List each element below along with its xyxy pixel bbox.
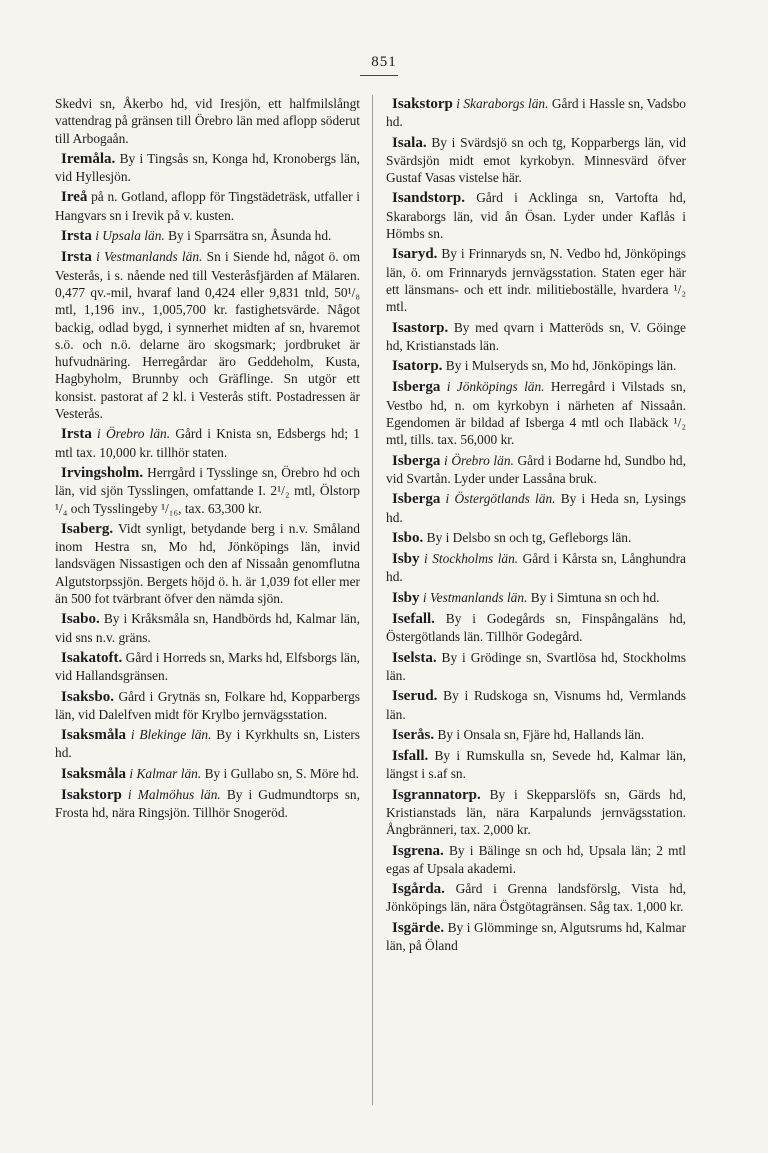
dictionary-entry (386, 919, 686, 955)
dictionary-entry (386, 550, 686, 586)
entry-text: By i Delsbo sn och tg, Gefleborgs län. (426, 529, 632, 545)
entry-text: Vidt synligt, betydande berg i n.v. Småland inom Hestra sn, Mo hd, Jönköpings län, invid landsvägen Nissastigen och den af Nissaån genomflutna Algutstorpssjön. Bergets höjd ö. h. är 1,039 fot eller mer än 500 fot tvärbrant öfver den nämda sjön. (55, 520, 360, 607)
entry-location: i Jönköpings län. (446, 379, 545, 395)
entry-headword: Isaksbo. (61, 688, 114, 705)
entry-headword: Isandstorp. (392, 190, 465, 207)
page-number: 851 (371, 54, 397, 70)
entry-headword: Isatorp. (392, 358, 443, 375)
entry-text: By i Mulseryds sn, Mo hd, Jönköpings län. (445, 358, 677, 374)
entry-headword: Isakatoft. (61, 649, 123, 666)
dictionary-entry (386, 357, 686, 375)
dictionary-entry (386, 842, 686, 878)
entry-headword: Isaryd. (392, 246, 438, 263)
dictionary-entry (55, 227, 360, 245)
dictionary-entry (55, 188, 360, 224)
entry-text: By i Kråksmåla sn, Handbörds hd, Kalmar län, vid sns n.v. gräns. (55, 611, 360, 645)
entry-headword: Isby (392, 551, 420, 568)
entry-text: By i Simtuna sn och hd. (530, 589, 660, 605)
column-divider (372, 95, 373, 1105)
dictionary-entry (386, 687, 686, 723)
dictionary-entry (386, 490, 686, 526)
entry-text: på n. Gotland, aflopp för Tingstädeträsk, utfaller i Hangvars sn i Irevik på v. kusten. (55, 189, 360, 223)
entry-text: By i Rumskulla sn, Sevede hd, Kalmar län, längst i s.af sn. (386, 748, 686, 782)
entry-text: By i Glömminge sn, Algutsrums hd, Kalmar län, på Öland (386, 919, 686, 954)
entry-location: i Blekinge län. (130, 727, 212, 743)
entry-headword: Isaberg. (61, 520, 114, 537)
entry-headword: Isefall. (392, 611, 435, 628)
entry-text: Gård i Knista sn, Edsbergs hd; 1 mtl tax. 10,000 kr. tillhör staten. (55, 426, 360, 460)
entry-headword: Isbo. (392, 529, 424, 546)
dictionary-entry (55, 248, 360, 422)
entry-text: By i Sparrsätra sn, Åsunda hd. (168, 228, 332, 244)
entry-headword: Isala. (392, 134, 427, 151)
entry-location: i Vestmanlands län. (96, 249, 203, 265)
dictionary-entry (386, 726, 686, 744)
dictionary-entry (55, 649, 360, 685)
right-column (386, 95, 686, 957)
entry-location: i Skaraborgs län. (456, 96, 549, 111)
entry-text: Gård i Kårsta sn, Långhundra hd. (386, 551, 686, 585)
entry-location: i Örebro län. (97, 426, 171, 442)
dictionary-entry (386, 245, 686, 315)
entry-headword: Isfall. (392, 748, 429, 765)
dictionary-entry (386, 649, 686, 685)
dictionary-entry (386, 610, 686, 646)
dictionary-entry (55, 95, 360, 147)
entry-text: By i Bälinge sn och hd, Upsala län; 2 mtl egas af Upsala akademi. (386, 842, 686, 876)
entry-text: Gård i Grenna landsförslg, Vista hd, Jönköpings län, nära Östgötagränsen. Såg tax. 1,000 kr. (386, 881, 686, 915)
entry-text: By i Heda sn, Lysings hd. (386, 491, 686, 525)
entry-headword: Ireå (61, 189, 88, 206)
entry-headword: Isaksmåla (61, 765, 127, 782)
entry-text: By i Onsala sn, Fjäre hd, Hallands län. (437, 726, 645, 742)
entry-text: By i Svärdsjö sn och tg, Kopparbergs län, vid Svärdsjön midt emot kyrkobyn. Minnesvärd öfver Gustaf Vasas vistelse här. (386, 134, 686, 186)
entry-text: Skedvi sn, Åkerbo hd, vid Iresjön, ett halfmilslångt vattendrag på gränsen till Örebro län med aflopp söderut till Arbogaån. (55, 96, 360, 146)
entry-headword: Irsta (61, 228, 92, 245)
entry-text: Gård i Acklinga sn, Vartofta hd, Skaraborgs län, vid ån Ösan. Lyder under Kaflås i Hömbs sn. (386, 190, 686, 242)
entry-headword: Isabo. (61, 611, 100, 628)
dictionary-entry (386, 95, 686, 131)
entry-text: Gård i Grytnäs sn, Folkare hd, Kopparbergs län, vid Dalelfven midt för Krylbo jernvägsstation. (55, 688, 360, 722)
entry-headword: Iselsta. (392, 649, 437, 666)
entry-text: By i Rudskoga sn, Visnums hd, Vermlands län. (386, 688, 686, 722)
entry-text: By i Kyrkhults sn, Listers hd. (55, 727, 360, 761)
entry-headword: Isakstorp (392, 96, 453, 112)
entry-text: Gård i Horreds sn, Marks hd, Elfsborgs län, vid Hallandsgränsen. (55, 649, 360, 684)
entry-text: By i Skepparslöfs sn, Gärds hd, Kristianstads län, nära Karpalunds jernvägsstation. Ångbränneri, tax. 2,000 kr. (386, 786, 686, 838)
dictionary-entry (55, 425, 360, 461)
dictionary-entry (55, 688, 360, 724)
left-column (55, 95, 360, 825)
entry-headword: Isgärde. (392, 919, 445, 936)
entry-text: By i Grödinge sn, Svartlösa hd, Stockholms län. (386, 649, 686, 683)
entry-headword: Iserås. (392, 726, 435, 743)
entry-location: i Malmöhus län. (127, 786, 221, 802)
entry-headword: Irsta (61, 249, 92, 266)
dictionary-entry (386, 189, 686, 242)
entry-location: i Vestmanlands län. (422, 589, 528, 605)
dictionary-entry (55, 150, 360, 186)
entry-text: Gård i Hassle sn, Vadsbo hd. (386, 96, 686, 130)
entry-headword: Isaksmåla (61, 727, 127, 744)
entry-headword: Iserud. (392, 688, 438, 705)
entry-text: By i Tingsås sn, Konga hd, Kronobergs län, vid Hyllesjön. (55, 150, 360, 185)
entry-text: By i Gudmundtorps sn, Frosta hd, nära Ringsjön. Tillhör Snogeröd. (55, 786, 360, 821)
dictionary-entry (386, 880, 686, 916)
entry-headword: Iremåla. (61, 150, 116, 167)
entry-headword: Isberga (392, 379, 441, 396)
dictionary-entry (55, 520, 360, 607)
dictionary-entry (55, 610, 360, 646)
entry-location: i Örebro län. (443, 452, 514, 468)
dictionary-entry (386, 452, 686, 488)
entry-headword: Isgårda. (392, 881, 445, 898)
entry-headword: Irvingsholm. (61, 464, 144, 481)
dictionary-entry (386, 786, 686, 839)
dictionary-entry (386, 134, 686, 187)
entry-text: By i Gullabo sn, S. Möre hd. (204, 765, 359, 781)
entry-text: By i Godegårds sn, Finspångaläns hd, Östergötlands län. Tillhör Godegård. (386, 611, 686, 645)
dictionary-entry (386, 747, 686, 783)
entry-text: Sn i Siende hd, något ö. om Vesterås, i s. nående ned till Vesteråsfjärden af Mälaren. 0,477 qv.-mil, hvaraf land 0,424 eller 9,831 tnld, 50¹/₈ mtl, 1,196 inv., 1,005,700 kr. fastighetsvärde. Något backig, odlad bygd, i synnerhet midten af sn, hvaremot s.ö. och n.ö. delarne äro skogsmark; jordbruket är hufvudnäring. Herregårdar äro Geddeholm, Kusta, Hagbyholm, Brunnby och Gräflinge. Sn utgör ett konsist. pastorat af 2 kl. i Vesterås stift. Postadressen är Vesterås. (55, 249, 360, 422)
dictionary-entry (55, 726, 360, 762)
dictionary-entry (386, 378, 686, 448)
entry-text: By i Frinnaryds sn, N. Vedbo hd, Jönköpings län, ö. om Frinnaryds jernvägsstation. Staten eger här ett länsmans- och ett indr. militieboställe, hvardera ¹/₂ mtl. (386, 246, 686, 315)
entry-text: Gård i Bodarne hd, Sundbo hd, vid Svartån. Lyder under Lassåna bruk. (386, 452, 686, 486)
entry-headword: Isakstorp (61, 786, 122, 803)
entry-location: i Stockholms län. (424, 551, 519, 567)
entry-headword: Isgrena. (392, 842, 444, 859)
entry-headword: Isgrannatorp. (392, 786, 481, 803)
entry-location: i Östergötlands län. (445, 491, 556, 507)
dictionary-entry (386, 589, 686, 607)
entry-location: i Upsala län. (95, 228, 165, 244)
dictionary-entry (55, 765, 360, 783)
dictionary-entry (55, 786, 360, 822)
entry-headword: Isastorp. (392, 319, 449, 336)
entry-text: By med qvarn i Matteröds sn, V. Göinge hd, Kristianstads län. (386, 319, 686, 353)
entry-headword: Isby (392, 589, 420, 606)
entry-text: Herregård i Vilstads sn, Vestbo hd, n. om kyrkobyn i närheten af Nissaån. Egendomen är bildad af Isberga 4 mtl och Ilabäck ¹/₂ mtl, tills. tax. 56,000 kr. (386, 379, 686, 448)
entry-headword: Irsta (61, 426, 92, 443)
dictionary-entry (386, 529, 686, 547)
entry-location: i Kalmar län. (129, 765, 202, 781)
page-number-rule (360, 75, 398, 76)
entry-headword: Isberga (392, 491, 441, 508)
dictionary-entry (55, 464, 360, 517)
entry-headword: Isberga (392, 452, 441, 469)
dictionary-entry (386, 319, 686, 355)
entry-text: Herrgård i Tysslinge sn, Örebro hd och län, vid sjön Tysslingen, omfattande I. 2¹/₂ mtl, Ölstorp ¹/₄ och Tysslingeby ¹/₁₆, tax. 63,300 kr. (55, 464, 360, 516)
